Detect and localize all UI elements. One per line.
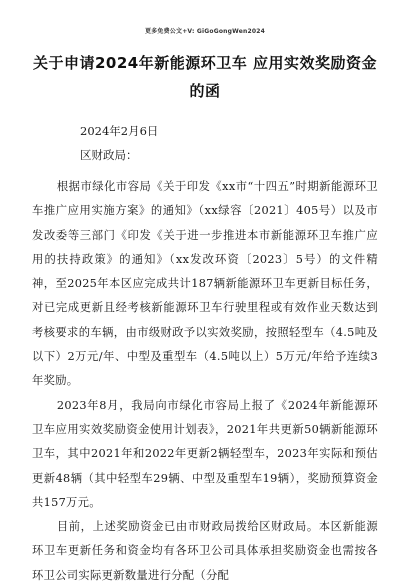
document-title: 关于申请2024年新能源环卫车 应用实效奖励资金的函 (33, 54, 377, 100)
document-recipient: 区财政局： (80, 148, 138, 162)
document-date: 2024年2月6日 (80, 124, 159, 138)
body-paragraph: 2023年8月，我局向市绿化市容局上报了《2024年新能源环卫车应用实效奖励资金使用计划表》，2021年共更新50辆新能源环卫车，其中2021年和2022年更新2辆轻型车，2023年实际和预估更新48辆（其中轻型车29辆、中型及重型车19辆），奖励预算资金共157万元。 (32, 398, 378, 509)
body-paragraph: 根据市绿化市容局《关于印发《xx市“十四五”时期新能源环卫车推广应用实施方案》的通知》（xx绿容〔2021〕405号）以及市发改委等三部门《印发《关于进一步推进本市新能源环卫车推广应用的扶持政策》的通知》（xx发改环资〔2023〕5号）的文件精神，至2025年本区应完成共计187辆新能源环卫车更新目标任务，对已完成更新且经考核新能源环卫车行驶里程或有效作业天数达到考核要求的车辆，由市级财政予以实效奖励，按照轻型车（4.5吨及以下）2万元/年、中型及重型车（4.5吨以上）5万元/年给予连续3年奖励。 (32, 180, 378, 388)
header-watermark: 更多免费公文+V: GiGoGongWen2024 (145, 28, 265, 35)
document-body (32, 175, 378, 588)
body-paragraph: 目前，上述奖励资金已由市财政局拨给区财政局。本区新能源环卫车更新任务和资金均有各环卫公司具体承担奖励资金也需按各环卫公司实际更新数量进行分配（分配 (32, 520, 378, 582)
